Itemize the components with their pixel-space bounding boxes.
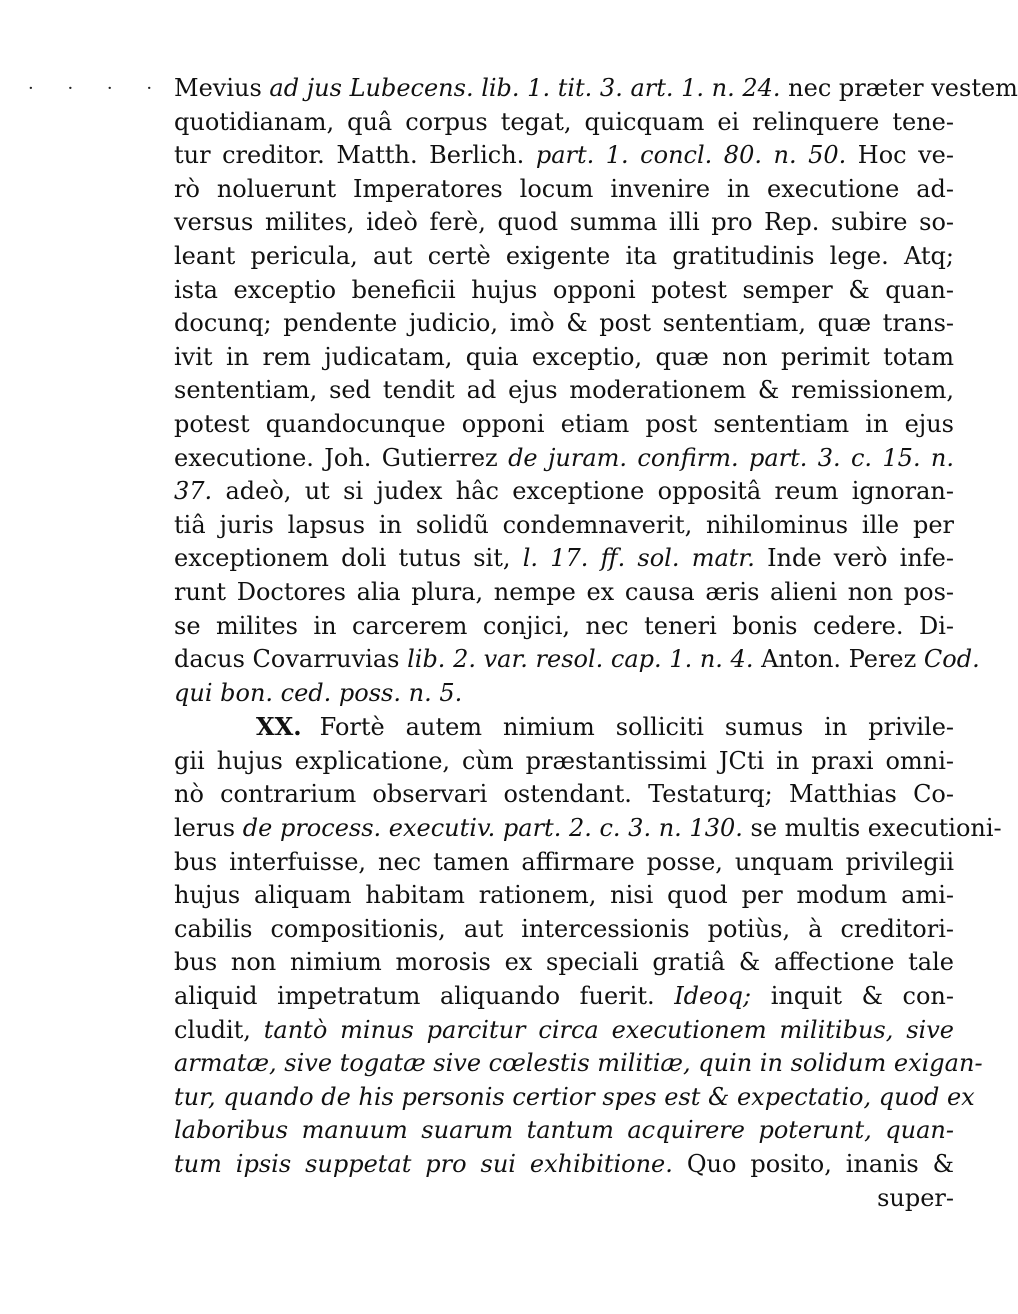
italic-citation: de juram. confirm. part. 3. c. 15. n. [508,443,955,472]
italic-citation: tur, quando de his personis certior spes est & expectatio, quod ex [174,1082,975,1111]
text-line [174,240,954,274]
text-run: executione. Joh. Gutierrez [174,443,509,472]
text-line [174,1047,983,1081]
text-run: leant pericula, aut certè exigente ita gratitudinis lege. Atq; [174,241,954,270]
text-line [174,980,954,1014]
text-run: ivit in rem judicatam, quia exceptio, quæ non perimit totam [174,342,954,371]
text-line [174,778,954,812]
italic-citation: de process. executiv. part. 2. c. 3. n. 130. [242,814,743,843]
text-line [174,1081,975,1115]
text-run: tur creditor. Matth. Berlich. [174,141,536,170]
text-run: docunq; pendente judicio, imò & post sententiam, quæ trans- [174,309,954,338]
text-run: potest quandocunque opponi etiam post sententiam in ejus [174,409,954,438]
text-line [174,913,954,947]
italic-citation: 37. [174,477,213,506]
page-text [174,72,1018,1215]
text-line [174,139,954,173]
text-line [174,946,954,980]
text-run: gii hujus explicatione, cùm præstantissimi JCti in praxi omni- [174,746,954,775]
italic-citation: part. 1. concl. 80. n. 50. [535,141,847,170]
text-line [174,879,954,913]
text-run: bus non nimium morosis ex speciali gratiâ & affectione tale [174,948,954,977]
text-run: Inde verò infe- [754,544,954,573]
text-run: Anton. Perez [753,645,924,674]
text-run: rò noluerunt Imperatores locum invenire in executione ad- [174,174,954,203]
text-line [174,206,954,240]
text-run: runt Doctores alia plura, nempe ex causa æris alieni non pos- [174,577,954,606]
margin-specks: · · · · [28,78,167,99]
text-run: exceptionem doli tutus sit, [174,544,523,573]
text-line [174,542,954,576]
text-run: ista exceptio beneficii hujus opponi potest semper & quan- [174,275,954,304]
text-line [174,745,954,779]
text-run: se milites in carcerem conjici, nec teneri bonis cedere. Di- [174,611,954,640]
text-line [174,812,1002,846]
text-run: cludit, [174,1015,264,1044]
text-line [174,106,954,140]
text-line [174,442,954,476]
italic-citation: armatæ, sive togatæ sive cœlestis militiæ, quin in solidum exigan- [174,1049,983,1078]
text-line [174,1014,954,1048]
text-run: nec præter vestem [780,74,1018,102]
text-line [174,274,954,308]
text-line [174,173,954,207]
text-run: super- [877,1183,954,1212]
italic-citation: tantò minus parcitur circa executionem militibus, sive [263,1015,954,1044]
text-run: cabilis compositionis, aut intercessionis potiùs, à creditori- [174,914,954,943]
text-run: inquit & con- [751,982,955,1011]
text-run: lerus [174,814,243,843]
italic-citation: ad jus Lubecens. lib. 1. tit. 3. art. 1. n. 24. [269,74,781,102]
text-run: sententiam, sed tendit ad ejus moderationem & remissionem, [174,376,954,405]
text-line [174,1148,954,1182]
text-run: Mevius [174,74,270,102]
text-line [174,475,954,509]
text-line [174,710,954,745]
text-run: dacus Covarruvias [174,645,408,674]
section-number: XX. [256,712,302,742]
text-run: bus interfuisse, nec tamen affirmare posse, unquam privilegii [174,847,954,876]
italic-citation: Ideoq; [674,982,752,1011]
italic-citation: tum ipsis suppetat pro sui exhibitione. [174,1150,673,1178]
text-line [174,408,954,442]
text-line [174,610,954,644]
text-run: hujus aliquam habitam rationem, nisi quod per modum ami- [174,881,954,910]
italic-citation: Cod. [923,645,980,674]
text-line [174,1114,954,1148]
text-line [174,307,954,341]
text-run: aliquid impetratum aliquando fuerit. [174,982,675,1011]
text-line [174,576,954,610]
text-run: tiâ juris lapsus in solidũ condemnaverit, nihilominus ille per [174,510,954,539]
italic-citation: l. 17. ff. sol. matr. [522,544,755,573]
text-run: Fortè autem nimium solliciti sumus in privile- [319,713,954,742]
text-run: nò contrarium observari ostendant. Testaturq; Matthias Co- [174,780,954,809]
text-line [174,509,954,543]
text-run: Quo posito, inanis & [672,1150,954,1178]
text-run: adeò, ut si judex hâc exceptione oppositâ reum ignoran- [212,477,954,506]
text-line [174,1182,954,1216]
italic-citation: qui bon. ced. poss. n. 5. [174,678,463,707]
italic-citation: laboribus manuum suarum tantum acquirere poterunt, quan- [174,1116,954,1145]
italic-citation: lib. 2. var. resol. cap. 1. n. 4. [407,645,754,674]
text-line [174,643,980,677]
text-run: quotidianam, quâ corpus tegat, quicquam ei relinquere tene- [174,107,954,136]
text-line [174,72,1018,106]
text-line [174,341,954,375]
text-line [174,846,954,880]
text-run: versus milites, ideò ferè, quod summa illi pro Rep. subire so- [174,208,954,237]
text-line [174,677,954,711]
text-run: se multis executioni- [742,814,1002,843]
text-line [174,374,954,408]
text-run: Hoc ve- [846,141,954,170]
